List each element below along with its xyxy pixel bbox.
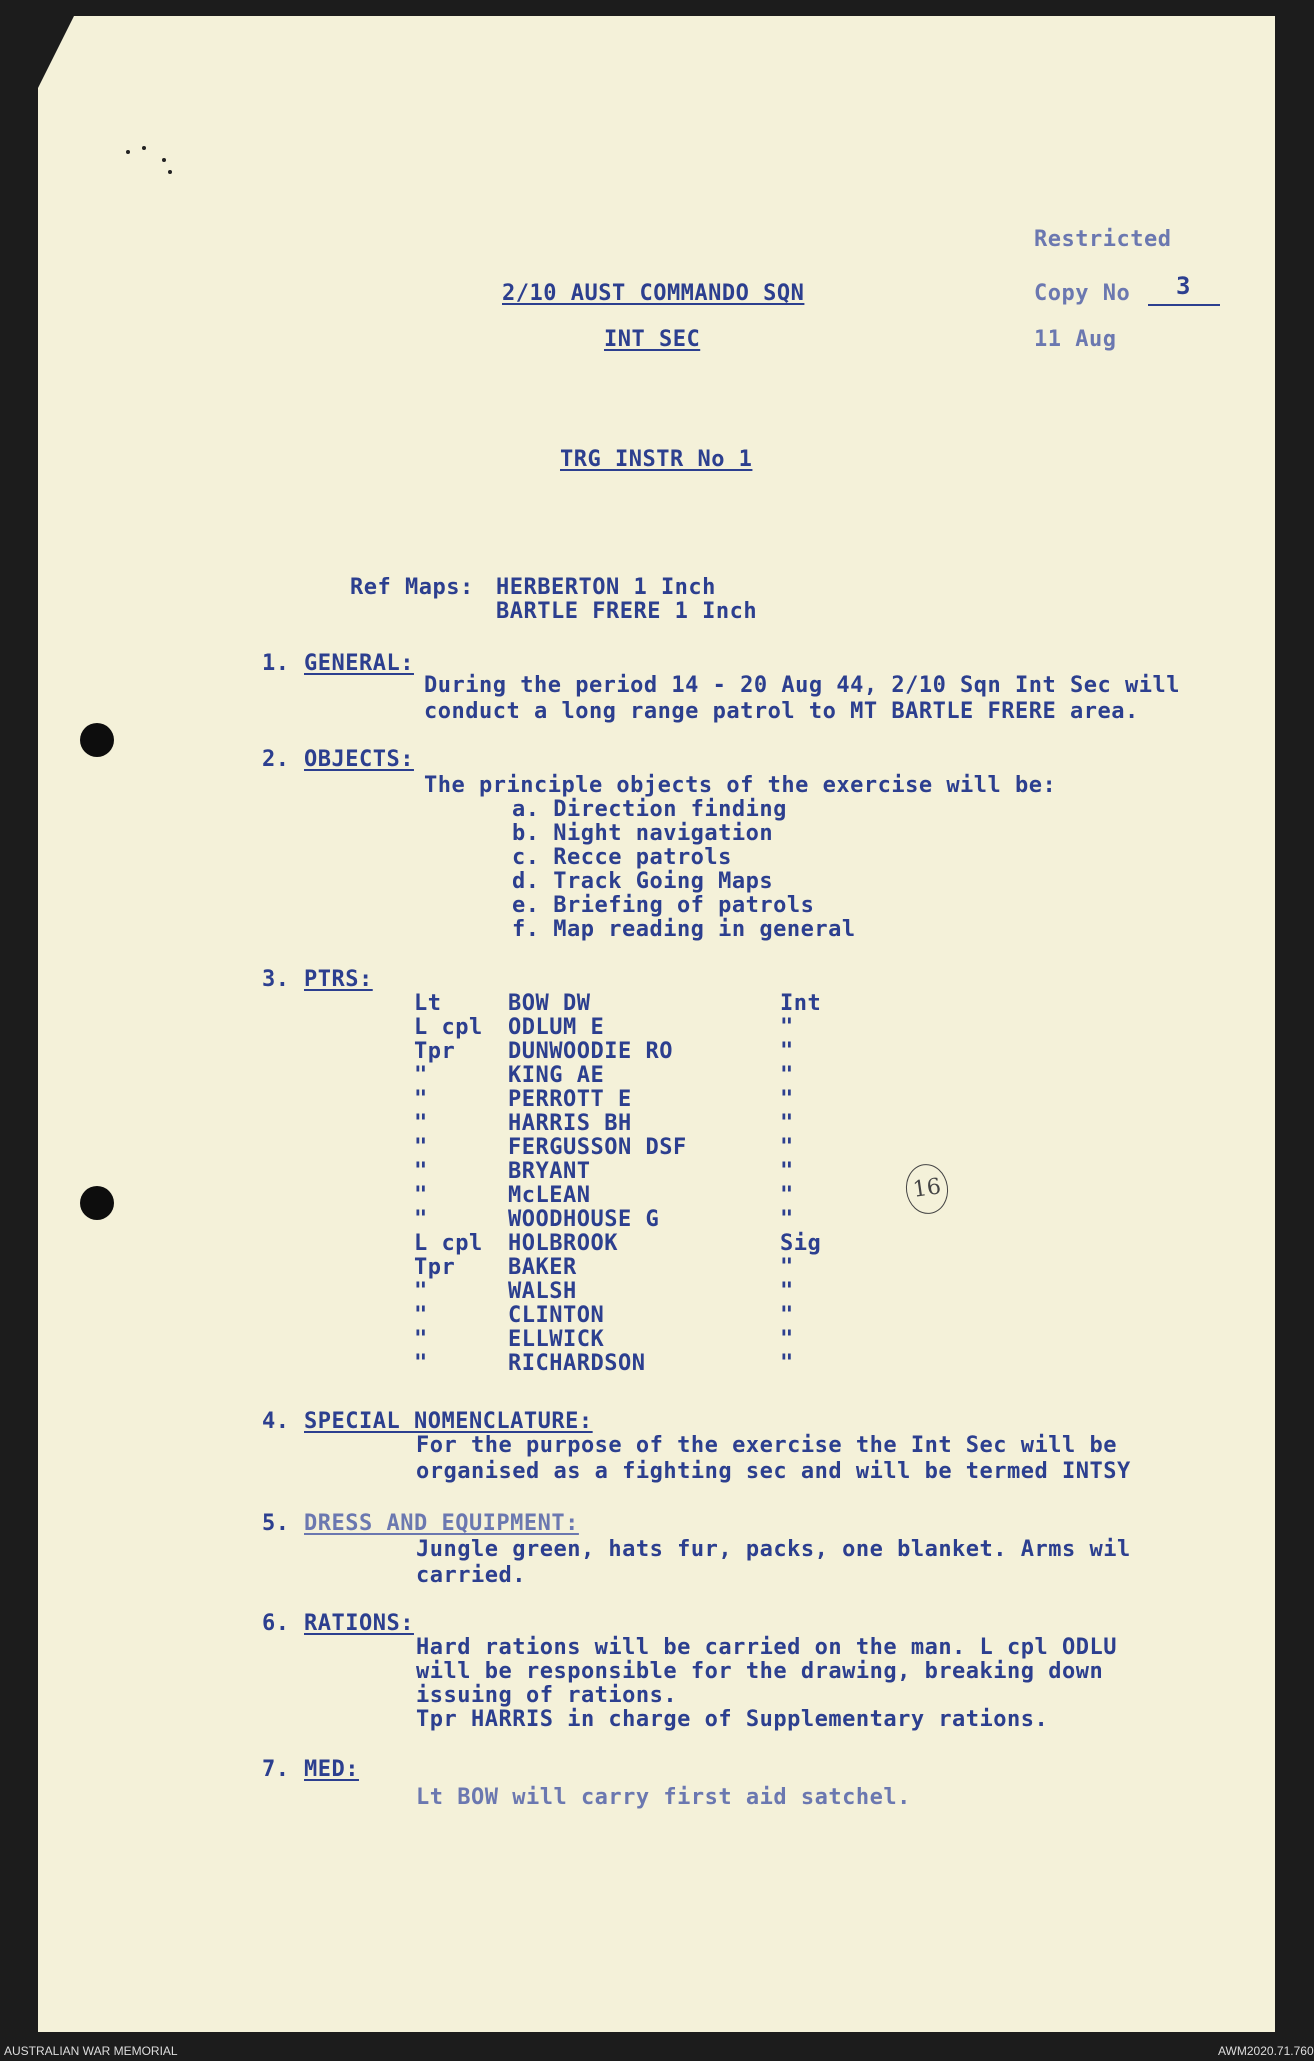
rank: L cpl bbox=[414, 1231, 483, 1256]
dress-text-line: Jungle green, hats fur, packs, one blanket. Arms wil bbox=[416, 1537, 1131, 1562]
objects-item: a. Direction finding bbox=[512, 797, 787, 822]
rank: " bbox=[414, 1135, 428, 1160]
member-name: WOODHOUSE G bbox=[508, 1207, 660, 1232]
medical-text-line: Lt BOW will carry first aid satchel. bbox=[416, 1785, 911, 1810]
member-name: HOLBROOK bbox=[508, 1231, 618, 1256]
member-name: HARRIS BH bbox=[508, 1111, 632, 1136]
objects-item: c. Recce patrols bbox=[512, 845, 732, 870]
rank: Lt bbox=[414, 991, 442, 1016]
rations-text-line: will be responsible for the drawing, breaking down bbox=[416, 1659, 1104, 1684]
rank: " bbox=[414, 1351, 428, 1376]
personnel-row bbox=[0, 1160, 1304, 1184]
member-name: BRYANT bbox=[508, 1159, 591, 1184]
copy-number-value: 3 bbox=[1176, 272, 1191, 300]
dress-heading: DRESS AND EQUIPMENT: bbox=[304, 1511, 579, 1536]
unit-heading: 2/10 AUST COMMANDO SQN bbox=[502, 281, 805, 306]
personnel-row bbox=[0, 1256, 1304, 1280]
personnel-row bbox=[0, 1328, 1304, 1352]
rank: " bbox=[414, 1303, 428, 1328]
document-title: TRG INSTR No 1 bbox=[560, 447, 753, 472]
rank: " bbox=[414, 1087, 428, 1112]
sub-section: " bbox=[780, 1015, 794, 1040]
objects-item: e. Briefing of patrols bbox=[512, 893, 815, 918]
personnel-heading: PTRS: bbox=[304, 967, 373, 992]
rations-text-line: Hard rations will be carried on the man. L cpl ODLU bbox=[416, 1635, 1118, 1660]
rank: " bbox=[414, 1159, 428, 1184]
member-name: BAKER bbox=[508, 1255, 577, 1280]
ref-map-1: HERBERTON 1 Inch bbox=[496, 575, 716, 600]
ref-map-2: BARTLE FRERE 1 Inch bbox=[496, 599, 758, 624]
ref-maps-label: Ref Maps: bbox=[350, 575, 474, 600]
objects-item: f. Map reading in general bbox=[512, 917, 856, 942]
rank: " bbox=[414, 1111, 428, 1136]
member-name: DUNWOODIE RO bbox=[508, 1039, 673, 1064]
personnel-row bbox=[0, 992, 1304, 1016]
nomenclature-heading: SPECIAL NOMENCLATURE: bbox=[304, 1409, 593, 1434]
dress-text-line: carried. bbox=[416, 1563, 526, 1588]
copy-number-underline bbox=[1148, 304, 1220, 306]
sub-section: " bbox=[780, 1039, 794, 1064]
member-name: ELLWICK bbox=[508, 1327, 605, 1352]
medical-heading: MED: bbox=[304, 1757, 359, 1782]
objects-item: b. Night navigation bbox=[512, 821, 774, 846]
rations-text-line: Tpr HARRIS in charge of Supplementary rations. bbox=[416, 1707, 1049, 1732]
section-number: 2. bbox=[262, 747, 290, 772]
personnel-row bbox=[0, 1208, 1304, 1232]
personnel-row bbox=[0, 1304, 1304, 1328]
sub-section: " bbox=[780, 1063, 794, 1088]
personnel-row bbox=[0, 1088, 1304, 1112]
sub-section: " bbox=[780, 1183, 794, 1208]
objects-item: d. Track Going Maps bbox=[512, 869, 774, 894]
section-number: 4. bbox=[262, 1409, 290, 1434]
classification-label: Restricted bbox=[1034, 227, 1172, 252]
sub-section: " bbox=[780, 1327, 794, 1352]
rank: " bbox=[414, 1183, 428, 1208]
personnel-row bbox=[0, 1112, 1304, 1136]
paper-speck bbox=[126, 150, 130, 154]
section-number: 1. bbox=[262, 651, 290, 676]
member-name: BOW DW bbox=[508, 991, 591, 1016]
rations-heading: RATIONS: bbox=[304, 1611, 414, 1636]
rations-text-line: issuing of rations. bbox=[416, 1683, 678, 1708]
sub-section: " bbox=[780, 1159, 794, 1184]
sub-section: " bbox=[780, 1303, 794, 1328]
rank: " bbox=[414, 1327, 428, 1352]
sub-section: " bbox=[780, 1279, 794, 1304]
paper-speck bbox=[162, 158, 166, 162]
paper-speck bbox=[142, 146, 146, 150]
archive-reference: AWM2020.71.760 bbox=[1218, 2044, 1314, 2058]
objects-intro: The principle objects of the exercise will be: bbox=[424, 773, 1057, 798]
rank: " bbox=[414, 1279, 428, 1304]
personnel-row bbox=[0, 1232, 1304, 1256]
nomenclature-text-line: For the purpose of the exercise the Int Sec will be bbox=[416, 1433, 1118, 1458]
personnel-row bbox=[0, 1064, 1304, 1088]
section-heading: INT SEC bbox=[604, 327, 701, 352]
rank: Tpr bbox=[414, 1039, 456, 1064]
personnel-row bbox=[0, 1040, 1304, 1064]
section-number: 3. bbox=[262, 967, 290, 992]
member-name: KING AE bbox=[508, 1063, 605, 1088]
archive-credit: AUSTRALIAN WAR MEMORIAL bbox=[4, 2044, 178, 2058]
section-number: 7. bbox=[262, 1757, 290, 1782]
copy-number-label: Copy No bbox=[1034, 281, 1131, 306]
document-date: 11 Aug bbox=[1034, 327, 1117, 352]
member-name: ODLUM E bbox=[508, 1015, 605, 1040]
folio-number: 16 bbox=[903, 1161, 952, 1216]
sub-section: " bbox=[780, 1111, 794, 1136]
member-name: CLINTON bbox=[508, 1303, 605, 1328]
nomenclature-text-line: organised as a fighting sec and will be termed INTSY bbox=[416, 1459, 1131, 1484]
member-name: WALSH bbox=[508, 1279, 577, 1304]
objects-heading: OBJECTS: bbox=[304, 747, 414, 772]
sub-section: Int bbox=[780, 991, 822, 1016]
section-number: 5. bbox=[262, 1511, 290, 1536]
sub-section: " bbox=[780, 1207, 794, 1232]
personnel-row bbox=[0, 1136, 1304, 1160]
personnel-row bbox=[0, 1352, 1304, 1376]
paper-speck bbox=[168, 170, 172, 174]
rank: " bbox=[414, 1207, 428, 1232]
general-text-line: During the period 14 - 20 Aug 44, 2/10 Sqn Int Sec will bbox=[424, 673, 1180, 698]
general-heading: GENERAL: bbox=[304, 651, 414, 676]
section-number: 6. bbox=[262, 1611, 290, 1636]
sub-section: Sig bbox=[780, 1231, 822, 1256]
member-name: McLEAN bbox=[508, 1183, 591, 1208]
member-name: RICHARDSON bbox=[508, 1351, 646, 1376]
rank: L cpl bbox=[414, 1015, 483, 1040]
member-name: PERROTT E bbox=[508, 1087, 632, 1112]
sub-section: " bbox=[780, 1351, 794, 1376]
general-text-line: conduct a long range patrol to MT BARTLE FRERE area. bbox=[424, 699, 1139, 724]
punch-hole-top bbox=[80, 723, 114, 757]
rank: " bbox=[414, 1063, 428, 1088]
personnel-row bbox=[0, 1184, 1304, 1208]
member-name: FERGUSSON DSF bbox=[508, 1135, 687, 1160]
sub-section: " bbox=[780, 1087, 794, 1112]
personnel-row bbox=[0, 1016, 1304, 1040]
rank: Tpr bbox=[414, 1255, 456, 1280]
sub-section: " bbox=[780, 1135, 794, 1160]
sub-section: " bbox=[780, 1255, 794, 1280]
personnel-row bbox=[0, 1280, 1304, 1304]
